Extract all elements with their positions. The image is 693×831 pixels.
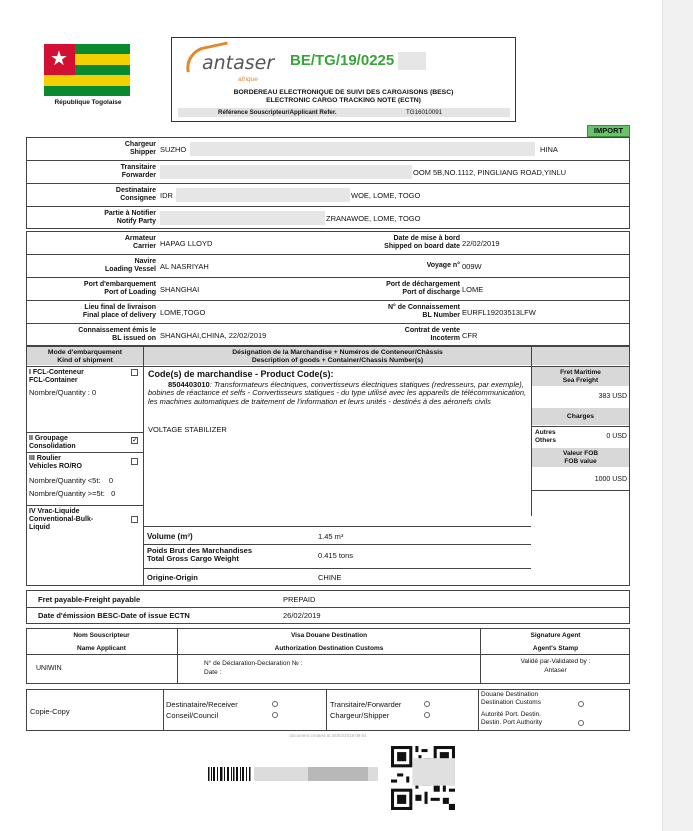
roro-quantity-large: Nombre/Quantity >=5t: 0: [29, 489, 116, 498]
declaration-number-label: N° de Déclaration-Declaration № :: [204, 660, 303, 667]
copy-receiver-label: Destinataire/Receiver: [166, 700, 238, 709]
barcode: [208, 767, 378, 781]
shipper-label: Chargeur Shipper: [124, 141, 156, 156]
vrac-label: IV Vrac-Liquide Conventional-Bulk- Liquid: [29, 508, 94, 531]
shipper-end: HINA: [540, 145, 558, 154]
customs-visa-fr: Visa Douane Destination: [290, 632, 368, 639]
fob-label: Valeur FOB FOB value: [532, 448, 629, 467]
pol-value: SHANGHAI: [160, 285, 200, 294]
roro-quantity-small: Nombre/Quantity <5t: 0: [29, 476, 113, 485]
vessel-label: Navire Loading Vessel: [105, 258, 156, 273]
issued-label: Connaissement émis le BL issued on: [78, 327, 156, 342]
copy-receiver-radio[interactable]: [272, 701, 278, 707]
carrier-label: Armateur Carrier: [124, 235, 156, 250]
applicant-ref-label: Référence Souscripteur/Applicant Refer.: [218, 109, 337, 116]
validated-by-label: Validé par-Validated by :: [520, 658, 591, 665]
fcl-label: I FCL-Conteneur FCL-Container: [29, 369, 84, 384]
forwarder-label: Transitaire Forwarder: [120, 164, 156, 179]
vessel-value: AL NASRIYAH: [160, 262, 209, 271]
weight-label: Poids Brut des Marchandises Total Gross Cargo Weight: [147, 546, 253, 563]
applicant-name-en: Name Applicant: [77, 645, 126, 652]
copy-customs-radio[interactable]: [578, 701, 584, 707]
import-badge: IMPORT: [587, 125, 630, 137]
carrier-value: HAPAG LLOYD: [160, 239, 213, 248]
charges-label: Charges: [532, 408, 629, 425]
qr-code: [391, 746, 455, 810]
copy-council-radio[interactable]: [272, 712, 278, 718]
fob-value: 1000 USD: [594, 476, 627, 483]
applicant-ref-value: TG16010091: [406, 109, 443, 116]
goods-description: VOLTAGE STABILIZER: [148, 425, 227, 434]
onboard-value: 22/02/2019: [462, 239, 500, 248]
weight-value: 0.415 tons: [318, 551, 354, 560]
fcl-checkbox[interactable]: [131, 369, 138, 376]
copy-port-radio[interactable]: [578, 720, 584, 726]
shipper-value: SUZHO: [160, 145, 187, 154]
agent-signature-fr: Signature Agent: [530, 632, 581, 639]
ectn-reference: BE/TG/19/0225: [290, 52, 395, 69]
bl-label: N° de Connaissement BL Number: [387, 304, 460, 319]
product-code: 8504403010: [168, 380, 210, 389]
final-label: Lieu final de livraison Final place of delivery: [82, 304, 156, 319]
description-header: Désignation de la Marchandise + Numéros de Conteneur/Châssis Description of goods + Container/Chassis Number(s): [144, 347, 531, 365]
consignee-label: Destinataire Consignee: [115, 187, 156, 202]
togo-flag: ★: [44, 44, 130, 96]
redacted-block: [160, 211, 325, 225]
roro-checkbox[interactable]: [131, 458, 138, 465]
notify-value: ZRANAWOE, LOME, TOGO: [326, 214, 421, 223]
freight-payable-value: PREPAID: [283, 595, 316, 604]
origin-value: CHINE: [318, 573, 342, 582]
origin-label: Origine-Origin: [147, 573, 198, 582]
customs-visa-en: Authorization Destination Customs: [274, 645, 384, 652]
freight-header: [532, 347, 629, 365]
fcl-quantity: Nombre/Quantity : 0: [29, 388, 97, 397]
onboard-label: Date de mise à bord Shipped on board date: [384, 235, 460, 250]
copy-forwarder-radio[interactable]: [424, 701, 430, 707]
copy-council-label: Conseil/Council: [166, 711, 219, 720]
roro-label: III Roulier Vehicles RO/RO: [29, 455, 82, 470]
agent-stamp-en: Agent's Stamp: [532, 645, 579, 652]
consignee-value: IDR: [160, 191, 173, 200]
copy-shipper-label: Chargeur/Shipper: [330, 711, 390, 720]
voyage-label: Voyage n°: [426, 262, 460, 269]
pod-label: Port de déchargement Port of discharge: [386, 281, 460, 296]
redacted-block: [160, 165, 412, 179]
header-box: [171, 37, 516, 122]
voyage-value: 009W: [462, 262, 482, 271]
others-label: Autres Others: [535, 429, 556, 444]
copy-label: Copie-Copy: [30, 707, 70, 716]
title-en: ELECTRONIC CARGO TRACKING NOTE (ECTN): [266, 97, 421, 104]
copy-customs-label: Douane Destination Destination Customs: [481, 691, 541, 706]
applicant-ref-bar: [178, 108, 510, 117]
copy-forwarder-label: Transitaire/Forwarder: [330, 700, 402, 709]
copy-port-label: Autorité Port. Destin. Destin. Port Authority: [481, 711, 543, 726]
redacted-block: [398, 52, 426, 70]
redacted-block: [176, 188, 350, 202]
others-value: 0 USD: [606, 433, 627, 440]
volume-label: Volume (m³): [147, 532, 193, 541]
issue-date-label: Date d'émission BESC-Date of issue ECTN: [38, 611, 190, 620]
declaration-date-label: Date :: [204, 669, 222, 676]
redacted-block: [190, 142, 535, 156]
incoterm-label: Contrat de vente Incoterm: [404, 327, 460, 342]
issued-value: SHANGHAI,CHINA, 22/02/2019: [160, 331, 267, 340]
copy-shipper-radio[interactable]: [424, 712, 430, 718]
vrac-checkbox[interactable]: [131, 516, 138, 523]
title-fr: BORDEREAU ELECTRONIQUE DE SUIVI DES CARGAISONS (BESC): [233, 89, 454, 96]
bl-value: EURFL19203513LFW: [462, 308, 536, 317]
groupage-label: II Groupage Consolidation: [29, 435, 76, 450]
validated-by-value: Antaser: [544, 667, 567, 674]
freight-payable-label: Fret payable-Freight payable: [38, 595, 141, 604]
sea-freight-value: 383 USD: [598, 393, 627, 400]
incoterm-value: CFR: [462, 331, 478, 340]
country-name: République Togolaise: [54, 99, 122, 106]
created-note: document created at 26/02/2019 09:04: [289, 733, 367, 738]
viewer-sidebar: [662, 0, 693, 831]
product-code-block: [148, 381, 528, 406]
volume-value: 1.45 m³: [318, 532, 344, 541]
applicant-name-value: UNIWIN: [36, 665, 62, 672]
product-code-title: Code(s) de marchandise - Product Code(s):: [148, 369, 334, 379]
sea-freight-label: Fret Maritime Sea Freight: [532, 367, 629, 386]
applicant-name-fr: Nom Souscripteur: [73, 632, 130, 639]
mode-header: Mode d'embarquement Kind of shipment: [27, 347, 143, 365]
pol-label: Port d'embarquement Port of Loading: [83, 281, 156, 296]
issue-date-value: 26/02/2019: [283, 611, 321, 620]
final-value: LOME,TOGO: [160, 308, 206, 317]
consignee-end: WOE, LOME, TOGO: [351, 191, 421, 200]
logo-name: antaser: [202, 52, 275, 74]
notify-label: Partie à Notifier Notify Party: [104, 210, 156, 225]
product-code-description: : Transformateurs électriques, convertisseurs électriques statiques (redresseurs, par exemple), bobines de réactance et selfs - Convertisseurs statiques - du type utilisé avec les appareils de télécommunication, les machines automatiques de traitement de l'information et leurs unités - destinés à des aéronefs civils: [148, 380, 527, 406]
forwarder-value: OOM 5B,NO.1112, PINGLIANG ROAD,YINLU: [413, 168, 567, 177]
groupage-checkbox[interactable]: ✓: [132, 437, 138, 444]
antaser-logo: [184, 46, 274, 82]
pod-value: LOME: [462, 285, 484, 294]
logo-sub: afrique: [238, 76, 258, 83]
